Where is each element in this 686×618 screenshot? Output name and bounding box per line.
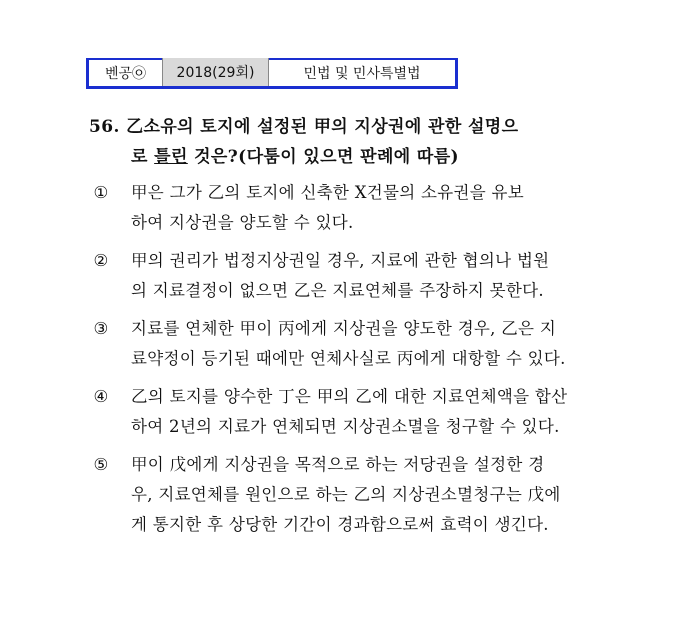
question-stem: [89, 112, 609, 172]
option-number: ②: [93, 251, 109, 270]
question-text-line1: 乙소유의 토지에 설정된 甲의 지상권에 관한 설명으: [126, 117, 519, 137]
option-text-line: 게 통지한 후 상당한 기간이 경과함으로써 효력이 생긴다.: [131, 515, 549, 534]
option-1[interactable]: [89, 178, 609, 238]
question-number: 56.: [89, 117, 120, 137]
option-text-line: 의 지료결정이 없으면 乙은 지료연체를 주장하지 못한다.: [131, 281, 544, 300]
option-text-line: 甲의 권리가 법정지상권일 경우, 지료에 관한 협의나 법원: [131, 251, 550, 270]
option-text-line: 乙의 토지를 양수한 丁은 甲의 乙에 대한 지료연체액을 합산: [131, 387, 568, 406]
question-line-2: [89, 142, 609, 172]
option-number: ①: [93, 183, 109, 202]
option-text-line: 료약정이 등기된 때에만 연체사실로 丙에게 대항할 수 있다.: [131, 349, 566, 368]
header-year-round: 2018(29회): [162, 58, 269, 86]
option-3[interactable]: [89, 314, 609, 374]
option-text-line: 하여 2년의 지료가 연체되면 지상권소멸을 청구할 수 있다.: [131, 417, 560, 436]
option-5[interactable]: [89, 450, 609, 540]
option-4[interactable]: [89, 382, 609, 442]
option-text-line: 우, 지료연체를 원인으로 하는 乙의 지상권소멸청구는 戊에: [131, 485, 561, 504]
header-subject: 민법 및 민사특별법: [269, 58, 458, 86]
option-text-line: 甲이 戊에게 지상권을 목적으로 하는 저당권을 설정한 경: [131, 455, 545, 474]
question-text-line2-pre: 로: [131, 147, 155, 167]
question-emphasis: 틀린: [154, 147, 188, 167]
answer-options: [89, 178, 609, 548]
question-line-1: [89, 112, 609, 142]
header-brand: 벤공㉧: [86, 58, 162, 86]
option-text-line: 지료를 연체한 甲이 丙에게 지상권을 양도한 경우, 乙은 지: [131, 319, 557, 338]
exam-header: [86, 58, 458, 89]
question-text-line2-post: 것은?(다툼이 있으면 판례에 따름): [187, 147, 460, 167]
option-text-line: 하여 지상권을 양도할 수 있다.: [131, 213, 354, 232]
option-text-line: 甲은 그가 乙의 토지에 신축한 X건물의 소유권을 유보: [131, 183, 525, 202]
option-2[interactable]: [89, 246, 609, 306]
option-number: ⑤: [93, 455, 109, 474]
option-number: ③: [93, 319, 109, 338]
option-number: ④: [93, 387, 109, 406]
